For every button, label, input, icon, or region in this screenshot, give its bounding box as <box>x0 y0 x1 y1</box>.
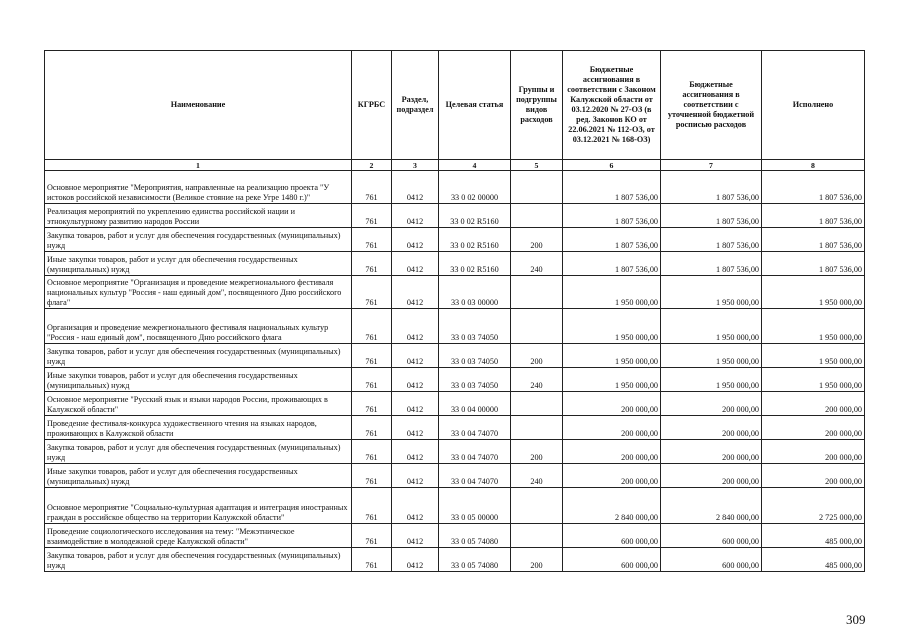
row-executed: 2 725 000,00 <box>762 488 865 524</box>
row-target: 33 0 03 74050 <box>439 309 511 344</box>
row-kgrbs: 761 <box>352 344 392 368</box>
row-budget-law: 200 000,00 <box>563 440 661 464</box>
row-name: Закупка товаров, работ и услуг для обеспечения государственных (муниципальных) нужд <box>45 228 352 252</box>
row-name: Закупка товаров, работ и услуг для обеспечения государственных (муниципальных) нужд <box>45 344 352 368</box>
column-number: 3 <box>392 160 439 171</box>
table-row <box>45 309 865 344</box>
header-executed: Исполнено <box>762 51 865 160</box>
row-executed: 200 000,00 <box>762 416 865 440</box>
table-row <box>45 368 865 392</box>
row-kgrbs: 761 <box>352 252 392 276</box>
row-budget-law: 1 807 536,00 <box>563 204 661 228</box>
header-name: Наименование <box>45 51 352 160</box>
row-group <box>511 392 563 416</box>
row-budget-law: 600 000,00 <box>563 524 661 548</box>
table-row <box>45 204 865 228</box>
row-budget-law: 1 807 536,00 <box>563 171 661 204</box>
row-budget-law: 1 807 536,00 <box>563 252 661 276</box>
row-target: 33 0 02 R5160 <box>439 252 511 276</box>
row-name: Иные закупки товаров, работ и услуг для обеспечения государственных (муниципальных) нужд <box>45 252 352 276</box>
table-body <box>45 171 865 572</box>
row-section: 0412 <box>392 488 439 524</box>
row-budget-refined: 1 950 000,00 <box>661 368 762 392</box>
table-row <box>45 228 865 252</box>
row-budget-refined: 1 807 536,00 <box>661 171 762 204</box>
table-row <box>45 344 865 368</box>
row-name: Закупка товаров, работ и услуг для обеспечения государственных (муниципальных) нужд <box>45 440 352 464</box>
row-group <box>511 171 563 204</box>
row-budget-refined: 600 000,00 <box>661 524 762 548</box>
budget-execution-table <box>44 50 865 572</box>
row-name: Основное мероприятие "Мероприятия, направленные на реализацию проекта "У истоков российской независимости (Великое стояние на реке Угре 1480 г.)" <box>45 171 352 204</box>
row-kgrbs: 761 <box>352 440 392 464</box>
row-group <box>511 204 563 228</box>
row-group: 240 <box>511 464 563 488</box>
row-budget-law: 600 000,00 <box>563 548 661 572</box>
row-target: 33 0 04 74070 <box>439 464 511 488</box>
row-target: 33 0 02 00000 <box>439 171 511 204</box>
row-budget-law: 200 000,00 <box>563 464 661 488</box>
header-budget-refined: Бюджетные ассигнования в соответствии с уточненной бюджетной росписью расходов <box>661 51 762 160</box>
row-budget-refined: 200 000,00 <box>661 416 762 440</box>
row-target: 33 0 03 74050 <box>439 344 511 368</box>
table-row <box>45 440 865 464</box>
row-group <box>511 416 563 440</box>
row-budget-refined: 1 950 000,00 <box>661 344 762 368</box>
row-target: 33 0 04 00000 <box>439 392 511 416</box>
row-kgrbs: 761 <box>352 309 392 344</box>
row-kgrbs: 761 <box>352 171 392 204</box>
row-name: Проведение социологического исследования на тему: "Межэтническое взаимодействие в молодежной среде Калужской области" <box>45 524 352 548</box>
header-target: Целевая статья <box>439 51 511 160</box>
row-section: 0412 <box>392 440 439 464</box>
row-executed: 485 000,00 <box>762 548 865 572</box>
row-executed: 1 807 536,00 <box>762 252 865 276</box>
row-budget-law: 200 000,00 <box>563 392 661 416</box>
row-name: Реализация мероприятий по укреплению единства российской нации и этнокультурному развитию народов России <box>45 204 352 228</box>
row-kgrbs: 761 <box>352 464 392 488</box>
row-budget-refined: 600 000,00 <box>661 548 762 572</box>
row-executed: 200 000,00 <box>762 440 865 464</box>
row-target: 33 0 05 00000 <box>439 488 511 524</box>
row-kgrbs: 761 <box>352 392 392 416</box>
row-group <box>511 488 563 524</box>
header-kgrbs: КГРБС <box>352 51 392 160</box>
table-row <box>45 171 865 204</box>
column-number: 7 <box>661 160 762 171</box>
row-budget-refined: 1 807 536,00 <box>661 204 762 228</box>
row-target: 33 0 03 00000 <box>439 276 511 309</box>
row-kgrbs: 761 <box>352 368 392 392</box>
row-budget-refined: 200 000,00 <box>661 440 762 464</box>
row-target: 33 0 04 74070 <box>439 440 511 464</box>
row-kgrbs: 761 <box>352 524 392 548</box>
row-budget-refined: 200 000,00 <box>661 392 762 416</box>
table-row <box>45 548 865 572</box>
row-kgrbs: 761 <box>352 416 392 440</box>
column-number: 5 <box>511 160 563 171</box>
row-kgrbs: 761 <box>352 548 392 572</box>
row-budget-law: 200 000,00 <box>563 416 661 440</box>
table-row <box>45 392 865 416</box>
table-row <box>45 488 865 524</box>
row-section: 0412 <box>392 368 439 392</box>
row-section: 0412 <box>392 228 439 252</box>
row-budget-refined: 1 807 536,00 <box>661 252 762 276</box>
row-budget-refined: 200 000,00 <box>661 464 762 488</box>
row-kgrbs: 761 <box>352 228 392 252</box>
row-target: 33 0 04 74070 <box>439 416 511 440</box>
row-section: 0412 <box>392 392 439 416</box>
row-executed: 1 807 536,00 <box>762 204 865 228</box>
row-section: 0412 <box>392 171 439 204</box>
row-group: 240 <box>511 368 563 392</box>
column-number: 8 <box>762 160 865 171</box>
row-name: Основное мероприятие "Организация и проведение межрегионального фестиваля национальных культур "Россия - наш единый дом", посвященного Дню российского флага" <box>45 276 352 309</box>
page-number: 309 <box>846 612 866 627</box>
table-row <box>45 524 865 548</box>
header-row <box>45 51 865 160</box>
table-row <box>45 416 865 440</box>
row-name: Иные закупки товаров, работ и услуг для обеспечения государственных (муниципальных) нужд <box>45 368 352 392</box>
row-group <box>511 309 563 344</box>
row-group: 200 <box>511 548 563 572</box>
table-row <box>45 252 865 276</box>
row-budget-refined: 2 840 000,00 <box>661 488 762 524</box>
column-number-row <box>45 160 865 171</box>
row-name: Закупка товаров, работ и услуг для обеспечения государственных (муниципальных) нужд <box>45 548 352 572</box>
row-kgrbs: 761 <box>352 204 392 228</box>
row-name: Проведение фестиваля-конкурса художественного чтения на языках народов, проживающих в Калужской области <box>45 416 352 440</box>
row-kgrbs: 761 <box>352 488 392 524</box>
row-budget-refined: 1 950 000,00 <box>661 309 762 344</box>
row-name: Основное мероприятие "Русский язык и языки народов России, проживающих в Калужской области" <box>45 392 352 416</box>
row-budget-law: 1 950 000,00 <box>563 368 661 392</box>
row-group: 200 <box>511 228 563 252</box>
row-name: Основное мероприятие "Социально-культурная адаптация и интеграция иностранных граждан в российское общество на территории Калужской области" <box>45 488 352 524</box>
row-executed: 1 950 000,00 <box>762 276 865 309</box>
row-section: 0412 <box>392 416 439 440</box>
row-name: Организация и проведение межрегионального фестиваля национальных культур "Россия - наш единый дом", посвященного Дню российского флага <box>45 309 352 344</box>
row-executed: 1 950 000,00 <box>762 309 865 344</box>
header-groups: Группы и подгруппы видов расходов <box>511 51 563 160</box>
row-budget-law: 1 950 000,00 <box>563 309 661 344</box>
row-executed: 485 000,00 <box>762 524 865 548</box>
row-section: 0412 <box>392 204 439 228</box>
row-executed: 200 000,00 <box>762 464 865 488</box>
row-section: 0412 <box>392 252 439 276</box>
row-executed: 1 950 000,00 <box>762 368 865 392</box>
row-executed: 1 950 000,00 <box>762 344 865 368</box>
row-executed: 1 807 536,00 <box>762 228 865 252</box>
column-number: 2 <box>352 160 392 171</box>
row-group: 200 <box>511 440 563 464</box>
row-kgrbs: 761 <box>352 276 392 309</box>
row-budget-law: 1 807 536,00 <box>563 228 661 252</box>
table-row <box>45 276 865 309</box>
header-section: Раздел, подраздел <box>392 51 439 160</box>
row-section: 0412 <box>392 309 439 344</box>
row-group <box>511 524 563 548</box>
row-target: 33 0 02 R5160 <box>439 228 511 252</box>
row-target: 33 0 05 74080 <box>439 548 511 572</box>
row-section: 0412 <box>392 276 439 309</box>
row-budget-law: 2 840 000,00 <box>563 488 661 524</box>
table-row <box>45 464 865 488</box>
row-name: Иные закупки товаров, работ и услуг для обеспечения государственных (муниципальных) нужд <box>45 464 352 488</box>
column-number: 1 <box>45 160 352 171</box>
row-budget-refined: 1 807 536,00 <box>661 228 762 252</box>
row-group: 240 <box>511 252 563 276</box>
row-group <box>511 276 563 309</box>
row-target: 33 0 03 74050 <box>439 368 511 392</box>
column-number: 6 <box>563 160 661 171</box>
row-budget-law: 1 950 000,00 <box>563 344 661 368</box>
row-executed: 200 000,00 <box>762 392 865 416</box>
row-target: 33 0 05 74080 <box>439 524 511 548</box>
row-group: 200 <box>511 344 563 368</box>
row-section: 0412 <box>392 464 439 488</box>
row-budget-refined: 1 950 000,00 <box>661 276 762 309</box>
row-section: 0412 <box>392 344 439 368</box>
row-budget-law: 1 950 000,00 <box>563 276 661 309</box>
row-section: 0412 <box>392 524 439 548</box>
header-budget-law: Бюджетные ассигнования в соответствии с Законом Калужской области от 03.12.2020 № 27-ОЗ (в ред. Законов КО от 22.06.2021 № 112-ОЗ, от 03.12.2021 № 168-ОЗ) <box>563 51 661 160</box>
row-executed: 1 807 536,00 <box>762 171 865 204</box>
row-target: 33 0 02 R5160 <box>439 204 511 228</box>
row-section: 0412 <box>392 548 439 572</box>
column-number: 4 <box>439 160 511 171</box>
